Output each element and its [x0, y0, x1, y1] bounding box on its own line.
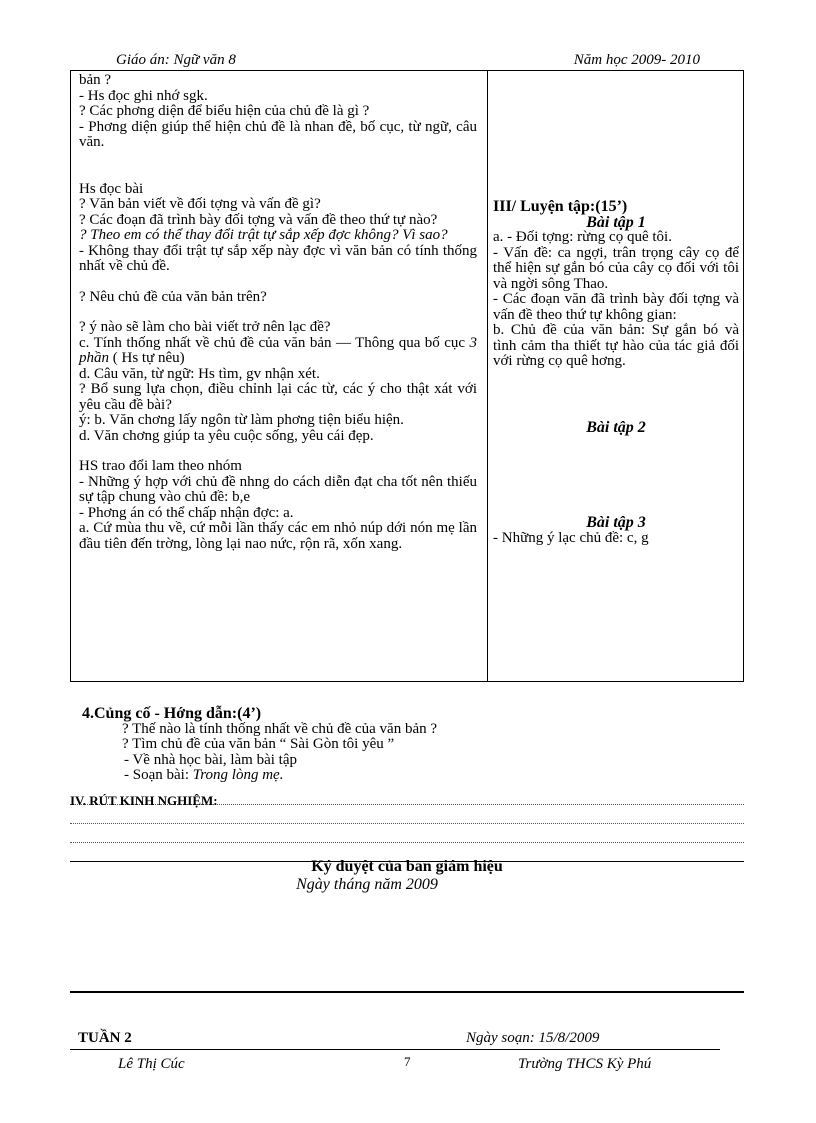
exercise-3-title: Bài tập 3: [586, 514, 646, 531]
content-column: [493, 73, 739, 546]
dotted-line: [70, 824, 744, 843]
line: a. Cứ mùa thu về, cứ mỗi lần thấy các em nhỏ núp dới nón mẹ lần đầu tiên đến trờng, lòng lại nao nức, rộn rã, xốn xang.: [79, 520, 477, 552]
line: - Không thay đổi trật tự sắp xếp này đợc vì văn bản có tính thống nhất về chủ đề.: [79, 242, 477, 274]
consolidation-question: ? Thế nào là tính thống nhất về chủ đề của văn bản ?: [122, 720, 438, 737]
line: ? Bổ sung lựa chọn, điều chỉnh lại các từ, các ý cho thật xát với yêu cầu đề bài?: [79, 381, 477, 413]
line: d. Câu văn, từ ngữ: Hs tìm, gv nhận xét.: [79, 365, 320, 382]
line: - Hs đọc ghi nhớ sgk.: [79, 87, 208, 104]
exercise-1-line: b. Chủ đề của văn bản: Sự gắn bó và tình cảm tha thiết tự hào của tác giả đối với rừng cọ quê hơng.: [493, 322, 739, 369]
line: bản ?: [79, 72, 112, 88]
footer-author: Lê Thị Cúc: [118, 1056, 185, 1072]
line: d. Văn chơng giúp ta yêu cuộc sống, yêu cái đẹp.: [79, 427, 374, 444]
footer-line: [70, 1049, 720, 1050]
practice-section-title: III/ Luyện tập:(15’): [493, 198, 628, 215]
prep-date: Ngày soạn: 15/8/2009: [466, 1030, 600, 1046]
lesson-table: [70, 70, 744, 682]
exercise-2-title: Bài tập 2: [586, 418, 646, 436]
homework-item: - Soạn bài: Trong lòng mẹ.: [124, 767, 284, 783]
line: - Những ý hợp với chủ đề nhng do cách diễn đạt cha tốt nên thiếu sự tập chung vào chủ đề: b,e: [79, 473, 477, 505]
line: ? ý nào sẽ làm cho bài viết trở nên lạc đề?: [79, 319, 331, 335]
consolidation-title: 4.Củng cố - Hớng dẫn:(4’): [82, 705, 262, 722]
page-header: [70, 50, 734, 71]
line: ý: b. Văn chơng lấy ngôn từ làm phơng tiện biểu hiện.: [79, 412, 404, 428]
exercise-1-line: a. - Đối tợng: rừng cọ quê tôi.: [493, 229, 672, 245]
lessons-learned-section: [70, 792, 744, 862]
line-italic-question: ? Theo em có thể thay đổi trật tự sắp xếp đợc không? Vì sao?: [79, 227, 448, 243]
column-divider: [487, 71, 488, 681]
exercise-1-title: Bài tập 1: [586, 213, 646, 231]
page-number: 7: [404, 1054, 411, 1069]
line: ? Văn bản viết về đối tợng và vấn đề gì?: [79, 196, 321, 212]
exercise-3-line: - Những ý lạc chủ đề: c, g: [493, 529, 649, 546]
lessons-learned-line: [70, 792, 744, 808]
footer-school: Trường THCS Kỳ Phú: [518, 1056, 652, 1072]
approval-block: [70, 858, 744, 894]
line: HS trao đổi lam theo nhóm: [79, 458, 242, 474]
header-subject: Giáo án: Ngữ văn 8: [116, 52, 236, 68]
line: - Phơng án có thể chấp nhận đợc: a.: [79, 504, 294, 521]
section-separator: [70, 991, 744, 993]
activity-column: [79, 73, 477, 552]
line: Hs đọc bài: [79, 180, 144, 197]
consolidation-question: ? Tìm chủ đề của văn bản “ Sài Gòn tôi yêu ”: [122, 736, 395, 752]
line: ? Nêu chủ đề của văn bản trên?: [79, 288, 267, 305]
line: ? Các phơng diện để biểu hiện của chủ đề là gì ?: [79, 103, 370, 119]
header-school-year: Năm học 2009- 2010: [573, 52, 700, 68]
exercise-1-line: - Các đoạn văn đã trình bày đối tợng và vấn đề theo thứ tự không gian:: [493, 291, 739, 323]
line: ? Các đoạn đã trình bày đối tợng và vấn đề theo thứ tự nào?: [79, 211, 438, 228]
consolidation-section: [82, 706, 742, 784]
homework-item: - Về nhà học bài, làm bài tập: [124, 751, 297, 768]
approval-title: Ký duyệt của ban giám hiệu: [311, 858, 503, 875]
week-label: TUẦN 2: [78, 1030, 132, 1046]
exercise-1-line: - Vấn đề: ca ngợi, trân trọng cây cọ để thể hiện sự gắn bó của cây cọ đối với tôi và ngời sông Thao.: [493, 244, 739, 292]
lessons-learned-label: IV. RÚT KINH NGHIỆM:: [70, 793, 218, 808]
approval-date: Ngày tháng năm 2009: [296, 876, 438, 893]
line-bo-cuc: c. Tính thống nhất về chủ đề của văn bản — Thông qua bố cục 3 phần ( Hs tự nêu): [79, 334, 477, 366]
line: - Phơng diện giúp thể hiện chủ đề là nhan đề, bố cục, từ ngữ, câu văn.: [79, 118, 477, 150]
